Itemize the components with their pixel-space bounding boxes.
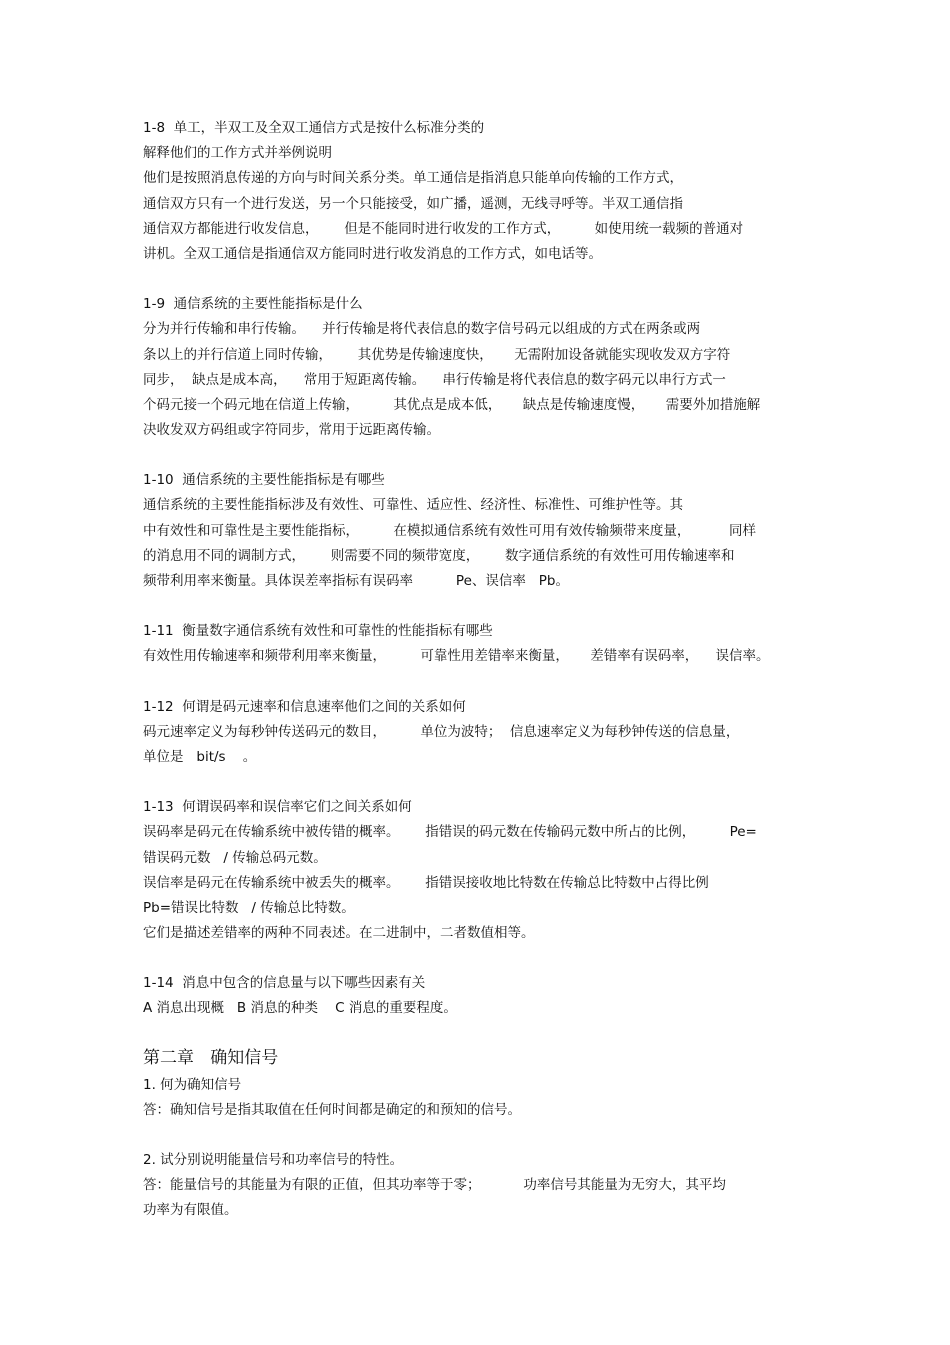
text-line: 频带利用率来衡量。具体误差率指标有误码率 Pe、误信率 Pb。: [143, 573, 569, 589]
text-line: 误码率是码元在传输系统中被传错的概率。 指错误的码元数在传输码元数中所占的比例， Pe=: [143, 824, 757, 841]
text-line: 中有效性和可靠性是主要性能指标， 在模拟通信系统有效性可用有效传输频带来度量， 同样: [143, 522, 756, 539]
qa-section: [143, 1148, 823, 1224]
text-line: 分为并行传输和串行传输。 并行传输是将代表信息的数字信号码元以组成的方式在两条或两: [143, 321, 701, 338]
document-body: [143, 116, 823, 1249]
qa-section: [143, 116, 823, 267]
text-line: 单位是 bit/s 。: [143, 748, 257, 765]
text-line: 同步， 缺点是成本高， 常用于短距离传输。 串行传输是将代表信息的数字码元以串行方式一: [143, 371, 726, 388]
text-line: 码元速率定义为每秒钟传送码元的数目， 单位为波特； 信息速率定义为每秒钟传送的信息量，: [143, 723, 740, 740]
text-line: 它们是描述差错率的两种不同表述。在二进制中，二者数值相等。: [143, 925, 535, 942]
text-line: 的消息用不同的调制方式， 则需要不同的频带宽度， 数字通信系统的有效性可用传输速率和: [143, 547, 735, 564]
text-line: 他们是按照消息传递的方向与时间关系分类。单工通信是指消息只能单向传输的工作方式，: [143, 170, 683, 187]
qa-section: [143, 795, 823, 946]
qa-section: [143, 619, 823, 669]
text-line: 答：确知信号是指其取值在任何时间都是确定的和预知的信号。: [143, 1101, 521, 1118]
question-heading: 1-13 何谓误码率和误信率它们之间关系如何: [143, 799, 412, 816]
question-heading: 1-11 衡量数字通信系统有效性和可靠性的性能指标有哪些: [143, 623, 493, 640]
text-line: 误信率是码元在传输系统中被丢失的概率。 指错误接收地比特数在传输总比特数中占得比例: [143, 874, 709, 891]
text-line: 通信系统的主要性能指标涉及有效性、可靠性、适应性、经济性、标准性、可维护性等。其: [143, 497, 683, 514]
text-line: A 消息出现概 B 消息的种类 C 消息的重要程度。: [143, 1000, 457, 1017]
text-line: 通信双方都能进行收发信息， 但是不能同时进行收发的工作方式， 如使用统一载频的普通对: [143, 220, 744, 237]
text-line: Pb=错误比特数 / 传输总比特数。: [143, 899, 355, 916]
question-heading: 2. 试分别说明能量信号和功率信号的特性。: [143, 1152, 404, 1168]
qa-section: [143, 468, 823, 594]
question-heading: 1-14 消息中包含的信息量与以下哪些因素有关: [143, 975, 426, 992]
qa-section: [143, 292, 823, 443]
text-line: 个码元接一个码元地在信道上传输， 其优点是成本低， 缺点是传输速度慢， 需要外加措施解: [143, 396, 761, 413]
qa-section: [143, 971, 823, 1021]
text-line: 通信双方只有一个进行发送，另一个只能接受，如广播，遥测，无线寻呼等。半双工通信指: [143, 195, 683, 212]
text-line: 决收发双方码组或字符同步，常用于远距离传输。: [143, 422, 440, 439]
text-line: 条以上的并行信道上同时传输， 其优势是传输速度快， 无需附加设备就能实现收发双方字符: [143, 346, 731, 363]
question-heading: 1-10 通信系统的主要性能指标是有哪些: [143, 472, 385, 489]
question-heading: 1-12 何谓是码元速率和信息速率他们之间的关系如何: [143, 698, 466, 715]
chapter-title: 第二章 确知信号: [143, 1047, 279, 1068]
qa-section: [143, 1073, 823, 1123]
qa-section: [143, 695, 823, 771]
question-heading: 1. 何为确知信号: [143, 1076, 242, 1093]
text-line: 有效性用传输速率和频带利用率来衡量， 可靠性用差错率来衡量， 差错率有误码率， 误信率。: [143, 648, 770, 665]
question-heading: 1-9 通信系统的主要性能指标是什么: [143, 296, 363, 313]
chapter-one-sections: [143, 116, 823, 1022]
text-line: 答：能量信号的其能量为有限的正值，但其功率等于零； 功率信号其能量为无穷大，其平均: [143, 1177, 726, 1194]
text-line: 错误码元数 / 传输总码元数。: [143, 849, 327, 866]
question-heading: 1-8 单工，半双工及全双工通信方式是按什么标准分类的: [143, 120, 485, 136]
text-line: 讲机。全双工通信是指通信双方能同时进行收发消息的工作方式，如电话等。: [143, 245, 602, 262]
text-line: 功率为有限值。: [143, 1202, 238, 1219]
text-line: 解释他们的工作方式并举例说明: [143, 145, 332, 162]
chapter-two-sections: [143, 1073, 823, 1224]
